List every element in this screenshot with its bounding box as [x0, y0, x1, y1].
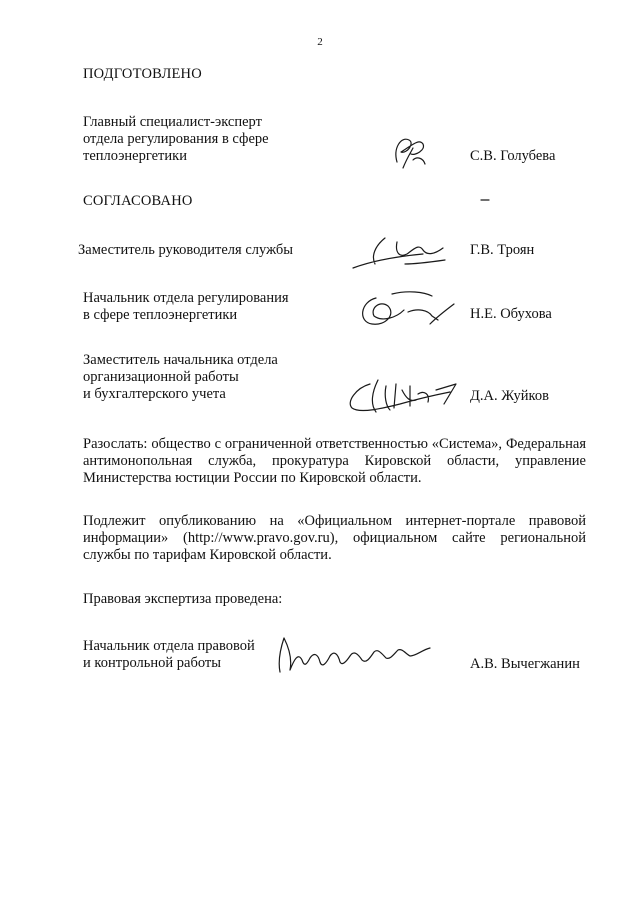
agreed-position-2: [83, 290, 289, 324]
agreed-name-1: Г.В. Троян: [470, 242, 535, 258]
signature-troyan: [345, 224, 460, 276]
legal-review-position-line: и контрольной работы: [83, 655, 221, 671]
pen-mark: [478, 196, 494, 204]
prepared-name: С.В. Голубева: [470, 148, 556, 164]
page-number: 2: [317, 36, 323, 48]
signature-golubeva: [385, 128, 435, 176]
legal-review-name: А.В. Вычегжанин: [470, 656, 580, 672]
prepared-position-line: отдела регулирования в сфере: [83, 131, 269, 147]
agreed-position-line: Заместитель руководителя службы: [78, 242, 294, 258]
agreed-name-2: Н.Е. Обухова: [470, 306, 552, 322]
agreed-position-line: в сфере теплоэнергетики: [83, 307, 238, 323]
legal-review-position: [83, 638, 255, 672]
prepared-position: [83, 114, 269, 165]
legal-review-statement: Правовая экспертиза проведена:: [83, 591, 283, 607]
prepared-position-line: Главный специалист-эксперт: [83, 114, 262, 130]
agreed-position-line: организационной работы: [83, 369, 239, 385]
agreed-position-line: Заместитель начальника отдела: [83, 352, 278, 368]
agreed-heading: СОГЛАСОВАНО: [83, 193, 193, 209]
signature-vychegzhanin: [270, 630, 440, 676]
agreed-position-line: Начальник отдела регулирования: [83, 290, 289, 306]
signature-obukhova: [352, 282, 462, 332]
agreed-name-3: Д.А. Жуйков: [470, 388, 549, 404]
legal-review-position-line: Начальник отдела правовой: [83, 638, 255, 654]
agreed-position-3: [83, 352, 278, 403]
signature-zhuykov: [340, 372, 465, 420]
agreed-position-line: и бухгалтерского учета: [83, 386, 226, 402]
distribution-paragraph: Разослать: общество с ограниченной ответственностью «Система», Федеральная антимонопольная служба, прокуратура Кировской области, управление Министерства юстиции России по Кировской области.: [83, 436, 586, 486]
publication-paragraph: Подлежит опубликованию на «Официальном интернет-портале правовой информации» (http://www.pravo.gov.ru), официальном сайте региональной службы по тарифам Кировской области.: [83, 513, 586, 563]
prepared-position-line: теплоэнергетики: [83, 148, 187, 164]
agreed-position-1: [78, 242, 293, 259]
prepared-heading: ПОДГОТОВЛЕНО: [83, 66, 202, 82]
